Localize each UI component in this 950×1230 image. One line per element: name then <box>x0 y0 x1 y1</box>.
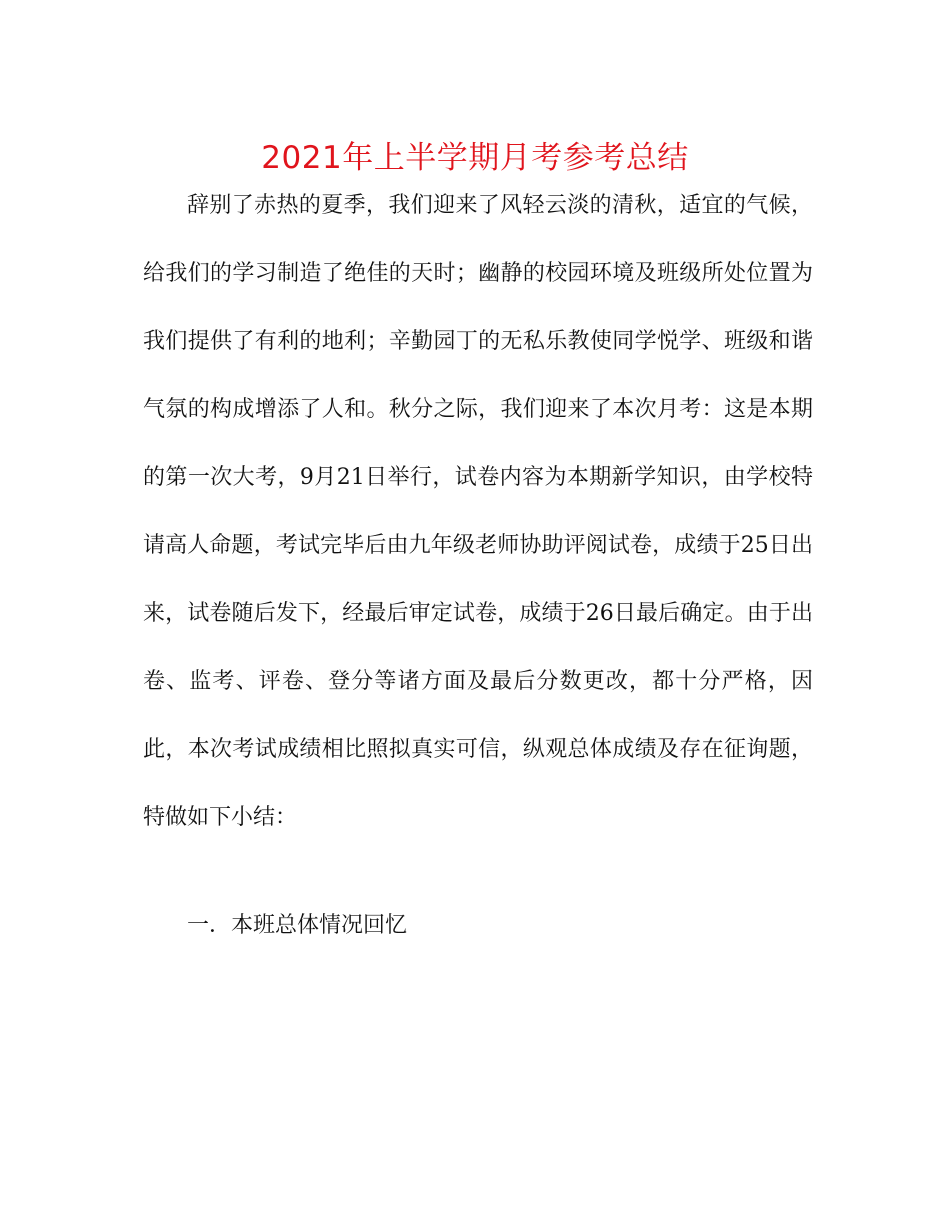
document-title: 2021年上半学期月考参考总结 <box>261 140 689 176</box>
section-heading: 一．本班总体情况回忆 <box>187 913 408 938</box>
intro-paragraph: 辞别了赤热的夏季，我们迎来了风轻云淡的清秋，适宜的气候，给我们的学习制造了绝佳的天时；幽静的校园环境及班级所处位置为我们提供了有利的地利；辛勤园丁的无私乐教使同学悦学、班级和谐气氛的构成增添了人和。秋分之际，我们迎来了本次月考：这是本期的第一次大考，9月21日举行，试卷内容为本期新学知识，由学校特请高人命题，考试完毕后由九年级老师协助评阅试卷，成绩于25日出来，试卷随后发下，经最后审定试卷，成绩于26日最后确定。由于出卷、监考、评卷、登分等诸方面及最后分数更改，都十分严格，因此，本次考试成绩相比照拟真实可信，纵观总体成绩及存在征询题，特做如下小结： <box>143 193 813 830</box>
